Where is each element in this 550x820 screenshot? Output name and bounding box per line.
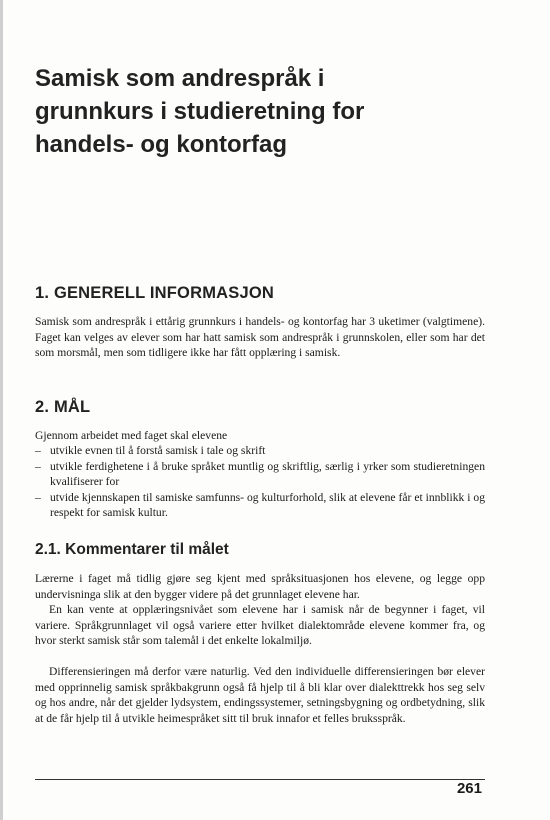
list-item (35, 459, 485, 490)
page-number: 261 (456, 780, 482, 797)
subsection-heading-comments: 2.1. Kommentarer til målet (35, 541, 229, 558)
footer-rule (35, 779, 485, 780)
comments-paragraph-1: Lærerne i faget må tidlig gjøre seg kjent med språksituasjonen hos elevene, og legge opp undervisninga slik at den bygger videre på det grunnlaget elevene har. (35, 572, 485, 601)
goals-intro: Gjennom arbeidet med faget skal elevene (35, 429, 228, 442)
dash-bullet: – (35, 490, 41, 504)
section-heading-general-info: 1. GENERELL INFORMASJON (35, 284, 274, 302)
page-title: Samisk som andrespråk i grunnkurs i studieretning for handels- og kontorfag (35, 65, 365, 158)
dash-bullet: – (35, 444, 41, 457)
dash-bullet: – (35, 459, 41, 473)
list-item (35, 443, 485, 459)
section-paragraph-general-info: Samisk som andrespråk i ettårig grunnkurs i handels- og kontorfag har 3 uketimer (valgtimene). Faget kan velges av elever som har hatt samisk som andrespråk i grunnskolen, eller som har det som morsmål, men som tidligere ikke har fått opplæring i samisk. (35, 315, 485, 360)
list-item (35, 490, 485, 521)
list-item-text: utvide kjennskapen til samiske samfunns- og kulturforhold, slik at elevene får et innblikk i og respekt for samisk kultur. (50, 490, 485, 520)
section-heading-goals: 2. MÅL (35, 398, 91, 416)
list-item-text: utvikle ferdighetene i å bruke språket muntlig og skriftlig, særlig i yrker som studieretningen kvalifiserer for (50, 459, 485, 489)
comments-paragraph-3: Differensieringen må derfor være naturlig. Ved den individuelle differensieringen bør elever med opprinnelig samisk språkbakgrunn også få hjelp til å bli klar over dialekttrekk hos seg selv og hos andre, når det gjelder lydsystem, endingssystemer, setningsbygning og ordbetydning, slik at de får hjelp til å utvikle heimespråket sitt til bruk innafor et felles bruksspråk. (35, 665, 485, 725)
list-item-text: utvikle evnen til å forstå samisk i tale og skrift (50, 444, 266, 457)
comments-paragraph-2: En kan vente at opplæringsnivået som elevene har i samisk når de begynner i faget, vil variere. Språkgrunnlaget vil også variere etter hvilket dialektområde elevene kommer fra, og hvor sterkt samisk står som talemål i det enkelte lokalmiljø. (35, 603, 485, 648)
goals-list (35, 443, 485, 521)
